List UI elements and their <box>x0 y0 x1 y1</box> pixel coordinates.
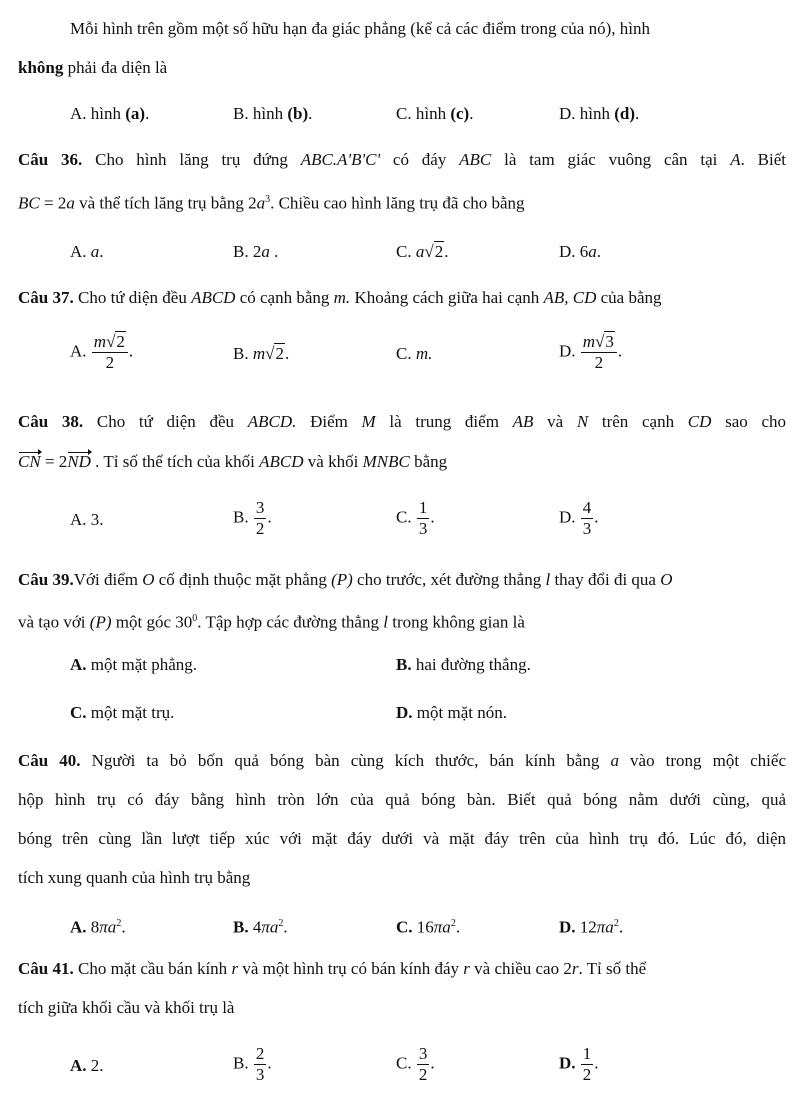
fraction <box>417 498 430 539</box>
text-span: M <box>361 412 376 431</box>
text-span: . <box>596 242 602 261</box>
text-span: . <box>121 917 126 937</box>
q38-option-d[interactable] <box>559 498 599 539</box>
text-span: . <box>594 507 599 527</box>
text-span: N <box>576 412 589 431</box>
q40-line-2 <box>18 789 786 811</box>
text-span: ABCD <box>191 288 236 307</box>
text-span: Với điểm <box>73 570 143 589</box>
q40-line-1 <box>18 750 786 772</box>
text-span: . Biết <box>740 150 786 169</box>
text-span: a <box>256 193 266 213</box>
text-span: a <box>415 242 425 261</box>
text-span: r <box>231 959 239 978</box>
text-span: và thể tích lăng trụ bằng 2 <box>74 193 257 213</box>
text-span: O <box>660 570 673 589</box>
text-span: Điểm <box>296 412 362 431</box>
text-span: . <box>128 341 134 361</box>
text-span: m. <box>333 288 351 307</box>
text-span: 2 <box>255 519 265 538</box>
text-span: m. <box>415 344 433 363</box>
text-span: . <box>617 341 623 361</box>
text-span: . <box>269 242 279 261</box>
text-span: 2 <box>248 242 262 261</box>
text-span: AB <box>512 412 534 431</box>
text-span: a <box>66 193 75 213</box>
question-number: Câu 40. <box>18 751 81 770</box>
text-span: . <box>430 1053 435 1073</box>
text-span: tích xung quanh của hình trụ bằng <box>18 868 251 887</box>
text-span: 3 <box>582 519 592 538</box>
text-span: l <box>383 612 388 632</box>
text-span: một mặt trụ. <box>86 703 175 722</box>
question-number: Câu 41. <box>18 959 74 978</box>
q40-line-4 <box>18 867 786 889</box>
vector-nd: ND <box>67 452 91 471</box>
q39-line-2 <box>18 608 786 634</box>
text-span: r <box>571 959 579 978</box>
question-number: Câu 37. <box>18 288 74 307</box>
text-span: Cho hình lăng trụ đứng <box>82 150 301 169</box>
q36-option-d[interactable] <box>559 241 601 263</box>
text-span: D. <box>559 242 576 261</box>
text-span: 2 <box>275 344 284 363</box>
text-span: . <box>469 104 474 123</box>
q36-option-c[interactable]: C. a√2. <box>396 242 449 261</box>
numerator: m√3 <box>581 332 617 353</box>
text-span: . <box>618 917 624 937</box>
intro-option-c[interactable] <box>396 103 473 125</box>
text-span: 16 <box>412 917 434 937</box>
q37-option-d[interactable] <box>559 332 622 373</box>
text-span: a <box>90 242 100 261</box>
q36-option-b[interactable] <box>233 241 278 263</box>
q41-option-d[interactable] <box>559 1044 599 1085</box>
text-span: 2 <box>255 1044 265 1063</box>
text-span: . <box>594 1053 599 1073</box>
text-span: . <box>145 104 150 123</box>
text-span: tích giữa khối cầu và khối trụ là <box>18 998 235 1017</box>
text-span: 3 <box>605 332 614 351</box>
text-span: B. <box>233 104 249 123</box>
text-span: và <box>533 412 577 431</box>
text-span: sao cho <box>711 412 786 431</box>
text-span: C. <box>396 1053 412 1073</box>
q41-line-2 <box>18 997 786 1019</box>
vector-cn: CN <box>18 452 41 471</box>
q40-option-b[interactable] <box>233 913 288 939</box>
text-span: B. <box>396 655 412 674</box>
text-span: Cho mặt cầu bán kính <box>73 959 232 978</box>
text-span: D. <box>559 917 576 937</box>
q38-line-1 <box>18 411 786 433</box>
q41-line-1 <box>18 958 786 980</box>
text-span: πa <box>99 917 117 937</box>
text-span: 2 <box>613 918 619 929</box>
text-span: a <box>610 751 619 770</box>
text-span: 1 <box>582 1044 592 1063</box>
text-span: . <box>284 344 290 363</box>
q38-line-2 <box>18 451 786 473</box>
text-span: 2 <box>582 1065 592 1084</box>
text-span: B. <box>233 242 249 261</box>
text-span: = 2 <box>40 452 68 471</box>
text-span: m <box>582 332 596 351</box>
text-span: B. <box>233 917 249 937</box>
text-span: D. <box>559 1053 576 1073</box>
text-span: . <box>455 917 461 937</box>
text-span: của bằng <box>596 288 662 307</box>
text-span: Cho tứ diện đều <box>83 412 248 431</box>
text-span: A. <box>70 104 87 123</box>
text-span: . Tỉ số thể tích của khối <box>90 452 260 471</box>
text-span: MNBC <box>362 452 410 471</box>
text-span: B. <box>233 344 249 363</box>
text-span: A <box>730 150 741 169</box>
q39-option-a[interactable] <box>70 654 197 676</box>
q40-option-c[interactable] <box>396 913 460 939</box>
text-span: 2. <box>86 1056 104 1075</box>
text-span: 3 <box>418 519 428 538</box>
text-span: BC <box>18 193 40 213</box>
text-span: . <box>308 104 313 123</box>
text-span: Khoảng cách giữa hai cạnh <box>350 288 544 307</box>
text-span: C. <box>396 344 412 363</box>
q40-option-a[interactable] <box>70 913 126 939</box>
text-span: C. <box>396 104 412 123</box>
q40-option-d[interactable] <box>559 913 623 939</box>
text-span: . <box>430 507 435 527</box>
q41-option-b[interactable] <box>233 1044 272 1085</box>
text-span: A. <box>70 510 87 529</box>
text-span: C. <box>396 242 412 261</box>
text-span: 2 <box>116 918 122 929</box>
text-span: và chiều cao 2 <box>469 959 572 978</box>
text-span: D. <box>559 104 576 123</box>
text-span: (c) <box>450 104 470 123</box>
text-span: m <box>93 332 107 351</box>
text-span: cố định thuộc mặt phẳng <box>154 570 332 589</box>
fraction <box>92 332 128 373</box>
text-span: (P) <box>89 612 112 632</box>
q39-option-b[interactable] <box>396 654 531 676</box>
q36-line-1 <box>18 149 786 171</box>
text-span: πa <box>596 917 614 937</box>
fraction <box>581 498 594 539</box>
text-span: B. <box>233 1053 249 1073</box>
text-span: CD <box>687 412 712 431</box>
question-number: Câu 39. <box>18 570 74 589</box>
text-span: hình <box>411 104 451 123</box>
q41-option-c[interactable] <box>396 1044 435 1085</box>
text-span: ABCD <box>259 452 304 471</box>
text-span: hình <box>575 104 615 123</box>
q39-line-1 <box>18 569 786 591</box>
text-span: (d) <box>614 104 636 123</box>
text-span: 0 <box>192 613 198 624</box>
text-span: . <box>444 242 449 261</box>
text-span: 4 <box>248 917 262 937</box>
text-span: B. <box>233 507 249 527</box>
text-span: là trung điểm <box>375 412 513 431</box>
q39-option-c[interactable] <box>70 702 174 724</box>
text-span: A. <box>70 1056 87 1075</box>
question-number: Câu 38. <box>18 412 84 431</box>
text-span: m <box>252 344 266 363</box>
text-span: A. <box>70 242 87 261</box>
text-span: 4 <box>582 498 592 517</box>
text-span: 2 <box>418 1065 428 1084</box>
text-span: 3 <box>265 194 271 205</box>
text-span: O <box>142 570 155 589</box>
text-span: A. <box>70 655 87 674</box>
text-span: 2 <box>434 242 444 261</box>
text-span: 3 <box>418 1044 428 1063</box>
fraction <box>581 1044 594 1085</box>
text-span: . Tập hợp các đường thẳng <box>197 612 384 632</box>
text-span: πa <box>261 917 279 937</box>
text-span: ABC.A'B'C' <box>300 150 381 169</box>
q37-line-1 <box>18 287 786 309</box>
q38-option-b[interactable] <box>233 498 272 539</box>
text-span: 3 <box>255 498 265 517</box>
text-span: 2 <box>594 353 604 372</box>
text-span: hình <box>86 104 126 123</box>
fraction <box>581 332 617 373</box>
text-span: (b) <box>287 104 309 123</box>
q38-option-a[interactable] <box>70 509 104 531</box>
text-span: bóng trên cùng lần lượt tiếp xúc với mặt đáy dưới và mặt đáy trên của hình trụ đó. Lúc đó, diện <box>18 829 786 848</box>
text-span: r <box>463 959 470 978</box>
intro-option-d[interactable] <box>559 103 639 125</box>
text-span: . Tỉ số thể <box>578 959 647 978</box>
text-span: . <box>267 1053 272 1073</box>
text-span: 2 <box>116 332 125 351</box>
q37-option-c[interactable] <box>396 343 432 365</box>
text-span: thay đổi đi qua <box>550 570 661 589</box>
q41-option-a[interactable] <box>70 1055 104 1077</box>
text-span: có đáy <box>380 150 460 169</box>
q36-line-2 <box>18 189 786 215</box>
intro-line-2 <box>18 57 786 79</box>
q37-option-a[interactable] <box>70 332 133 373</box>
text-span: A. <box>70 341 87 361</box>
text-span: vào trong một chiếc <box>618 751 786 770</box>
text-span: trên cạnh <box>588 412 688 431</box>
text-span: πa <box>433 917 451 937</box>
question-number: Câu 36. <box>18 150 83 169</box>
text-span: Cho tứ diện đều <box>73 288 192 307</box>
text-span: 8 <box>86 917 100 937</box>
text-span: AB, CD <box>543 288 597 307</box>
q39-option-d[interactable] <box>396 702 507 724</box>
text-span: ABC <box>459 150 492 169</box>
intro-option-a[interactable] <box>70 103 149 125</box>
text-span: 3 <box>255 1065 265 1084</box>
text-span: 2 <box>105 353 115 372</box>
text-span: và một hình trụ có bán kính đáy <box>238 959 464 978</box>
q37-option-b[interactable]: B. m√2. <box>233 344 290 363</box>
text-span: Mỗi hình trên gồm một số hữu hạn đa giác phẳng (kể cả các điểm trong của nó), hình <box>70 19 650 38</box>
text-span: . <box>283 917 288 937</box>
text-span: hình <box>248 104 288 123</box>
text-span: a <box>261 242 270 261</box>
text-span: ABCD. <box>247 412 297 431</box>
text-span: . <box>99 242 104 261</box>
text-span: D. <box>396 703 413 722</box>
text-span: bằng <box>409 452 448 471</box>
text-span: Người ta bỏ bốn quả bóng bàn cùng kích thước, bán kính bằng <box>80 751 611 770</box>
text-span: 2 <box>450 918 456 929</box>
text-span: C. <box>396 917 413 937</box>
text-span: và tạo với <box>18 612 90 632</box>
text-span: hai đường thẳng. <box>411 655 531 674</box>
text-span: một góc 30 <box>111 612 193 632</box>
text-span: 6 <box>575 242 589 261</box>
fraction <box>254 1044 267 1085</box>
fraction <box>254 498 267 539</box>
text-span: trong không gian là <box>387 612 525 632</box>
numerator: m√2 <box>92 332 128 353</box>
q36-option-a[interactable] <box>70 241 104 263</box>
text-span: 3. <box>86 510 104 529</box>
text-span: a <box>588 242 597 261</box>
text-span: phải đa diện là <box>63 58 168 77</box>
text-span: cho trước, xét đường thẳng <box>352 570 546 589</box>
text-span: không <box>18 58 64 77</box>
text-span: (a) <box>125 104 146 123</box>
text-span: một mặt phẳng. <box>86 655 198 674</box>
q38-option-c[interactable] <box>396 498 435 539</box>
text-span: (P) <box>331 570 353 589</box>
intro-line-1 <box>70 18 786 40</box>
intro-option-b[interactable] <box>233 103 312 125</box>
text-span: một mặt nón. <box>412 703 507 722</box>
text-span: D. <box>559 341 576 361</box>
text-span: D. <box>559 507 576 527</box>
text-span: 1 <box>418 498 428 517</box>
text-span: . <box>635 104 640 123</box>
text-span: có cạnh bằng <box>235 288 334 307</box>
q40-line-3 <box>18 828 786 850</box>
text-span: C. <box>70 703 87 722</box>
text-span: 12 <box>575 917 597 937</box>
text-span: hộp hình trụ có đáy bằng hình tròn lớn của quả bóng bàn. Biết quả bóng nằm dưới cùng, quả <box>18 790 786 809</box>
text-span: là tam giác vuông cân tại <box>491 150 731 169</box>
text-span: A. <box>70 917 87 937</box>
text-span: . Chiều cao hình lăng trụ đã cho bằng <box>270 193 525 213</box>
text-span: l <box>545 570 551 589</box>
text-span: và khối <box>303 452 363 471</box>
fraction <box>417 1044 430 1085</box>
text-span: . <box>267 507 272 527</box>
text-span: = 2 <box>39 193 67 213</box>
text-span: C. <box>396 507 412 527</box>
text-span: 2 <box>278 918 284 929</box>
